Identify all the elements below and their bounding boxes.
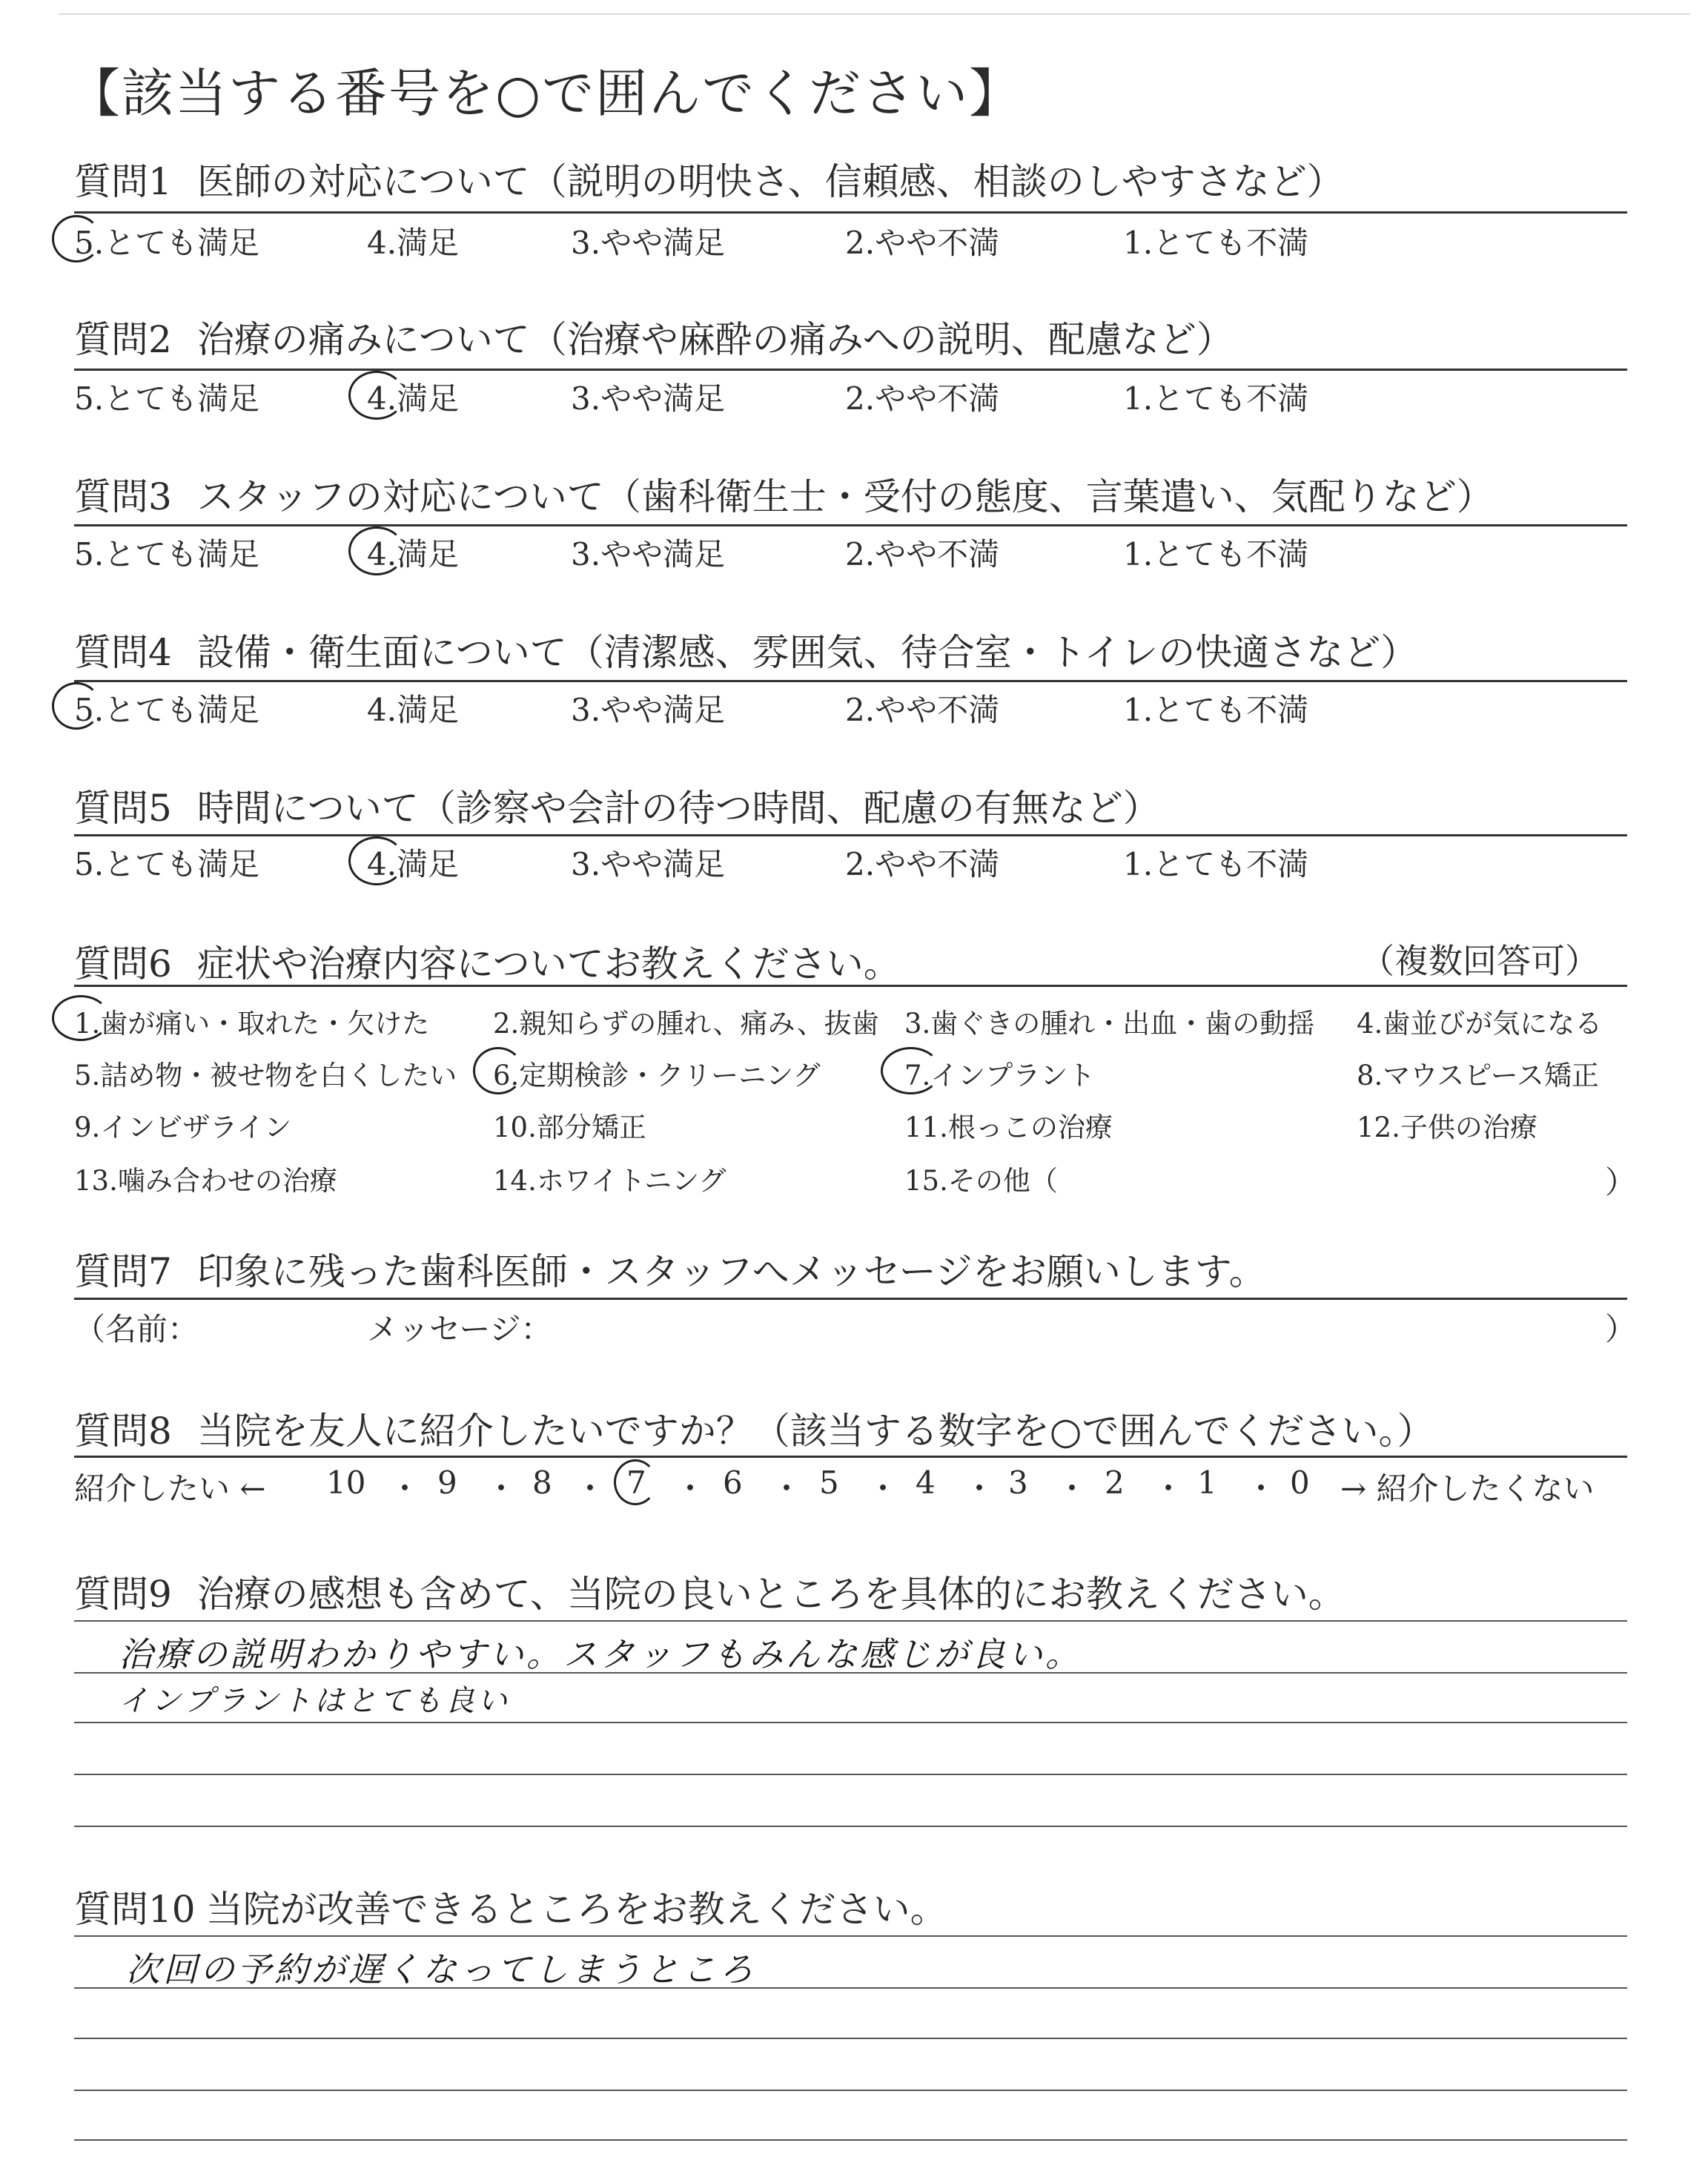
q10-line-5 <box>74 2139 1627 2141</box>
q8-scale-10[interactable]: 10 <box>326 1464 366 1501</box>
q6-option-6[interactable]: 6.定期検診・クリーニング <box>493 1060 821 1091</box>
q8-scale-7[interactable]: 7 <box>626 1464 646 1501</box>
question-9-label: 質問9 <box>74 1573 172 1616</box>
q4-option-1[interactable]: 1.とても不満 <box>1123 692 1309 728</box>
q4-option-5[interactable]: 5.とても満足 <box>74 692 260 728</box>
q8-scale-0[interactable]: 0 <box>1290 1464 1310 1501</box>
q3-option-5[interactable]: 5.とても満足 <box>74 536 260 572</box>
question-4 <box>74 623 1417 676</box>
question-10-label: 質問10 <box>74 1888 196 1931</box>
question-8-rule <box>74 1456 1627 1458</box>
q10-line-4 <box>74 2090 1627 2091</box>
q3-selection-circle <box>348 526 405 575</box>
q2-option-2[interactable]: 2.やや不満 <box>845 380 1000 417</box>
question-5-label: 質問5 <box>74 787 172 830</box>
question-6-label: 質問6 <box>74 942 172 985</box>
q6-option-13[interactable]: 13.噛み合わせの治療 <box>74 1165 337 1197</box>
q8-dot-6: ・ <box>867 1470 899 1507</box>
q4-option-3[interactable]: 3.やや満足 <box>571 692 726 728</box>
q1-option-5[interactable]: 5.とても満足 <box>74 225 260 261</box>
question-9-text: 治療の感想も含めて、当院の良いところを具体的にお教えください。 <box>196 1573 1345 1616</box>
question-2-label: 質問2 <box>74 318 172 361</box>
q8-left-label: 紹介したい ← <box>74 1470 266 1507</box>
q9-line-1 <box>74 1620 1627 1622</box>
q6-option-4[interactable]: 4.歯並びが気になる <box>1357 1008 1603 1040</box>
question-2-text: 治療の痛みについて（治療や麻酔の痛みへの説明、配慮など） <box>196 318 1234 361</box>
q7-close-paren: ） <box>1605 1311 1637 1347</box>
question-7-label: 質問7 <box>74 1250 172 1293</box>
q7-message-label: メッセージ： <box>367 1311 552 1347</box>
q7-name-label: （名前： <box>74 1311 199 1347</box>
question-8-text: 当院を友人に紹介したいですか？（該当する数字を○で囲んでください。） <box>196 1410 1434 1453</box>
q5-option-4[interactable]: 4.満足 <box>367 846 460 882</box>
q8-right-label: → 紹介したくない <box>1340 1470 1595 1507</box>
q3-option-4[interactable]: 4.満足 <box>367 536 460 572</box>
q5-option-3[interactable]: 3.やや満足 <box>571 846 726 882</box>
question-3 <box>74 467 1494 521</box>
q10-answer-line-1: 次回の予約が遅くなってしまうところ <box>126 1949 756 1989</box>
q3-option-2[interactable]: 2.やや不満 <box>845 536 1000 572</box>
q8-scale-9[interactable]: 9 <box>437 1464 457 1501</box>
q6-option-10[interactable]: 10.部分矯正 <box>493 1112 646 1143</box>
question-4-label: 質問4 <box>74 631 172 674</box>
q8-scale-8[interactable]: 8 <box>532 1464 552 1501</box>
page-header: 【該当する番号を○で囲んでください】 <box>68 63 1023 124</box>
q6-option-5[interactable]: 5.詰め物・被せ物を白くしたい <box>74 1060 457 1091</box>
question-5-rule <box>74 834 1627 836</box>
q4-selection-circle <box>52 682 101 730</box>
q8-scale-5[interactable]: 5 <box>819 1464 839 1501</box>
q1-option-3[interactable]: 3.やや満足 <box>571 225 726 261</box>
question-5-text: 時間について（診察や会計の待つ時間、配慮の有無など） <box>196 787 1160 830</box>
q10-line-3 <box>74 2038 1627 2039</box>
q8-scale-2[interactable]: 2 <box>1105 1464 1125 1501</box>
question-10-text: 当院が改善できるところをお教えください。 <box>205 1888 947 1931</box>
question-3-rule <box>74 524 1627 526</box>
q5-option-2[interactable]: 2.やや不満 <box>845 846 1000 882</box>
q6-option-3[interactable]: 3.歯ぐきの腫れ・出血・歯の動揺 <box>904 1008 1315 1040</box>
q2-option-3[interactable]: 3.やや満足 <box>571 380 726 417</box>
question-1-label: 質問1 <box>74 160 172 203</box>
q8-selection-circle <box>614 1459 657 1505</box>
q6-option-11[interactable]: 11.根っこの治療 <box>904 1112 1113 1143</box>
question-1-rule <box>74 211 1627 214</box>
q2-option-5[interactable]: 5.とても満足 <box>74 380 260 417</box>
q8-scale-6[interactable]: 6 <box>723 1464 743 1501</box>
q1-option-2[interactable]: 2.やや不満 <box>845 225 1000 261</box>
q9-line-3 <box>74 1722 1627 1723</box>
q2-selection-circle <box>348 371 405 420</box>
question-4-rule <box>74 680 1627 682</box>
question-6-text: 症状や治療内容についてお教えください。 <box>196 942 901 985</box>
q5-option-1[interactable]: 1.とても不満 <box>1123 846 1309 882</box>
q8-dot-7: ・ <box>964 1470 996 1507</box>
question-3-label: 質問3 <box>74 475 172 518</box>
q2-option-4[interactable]: 4.満足 <box>367 380 460 417</box>
question-7-rule <box>74 1298 1627 1300</box>
q6-option-7[interactable]: 7.インプラント <box>904 1060 1096 1091</box>
q9-answer-line-2: インプラントはとても良い <box>119 1684 510 1718</box>
q9-line-4 <box>74 1774 1627 1775</box>
question-6-rule <box>74 985 1627 987</box>
q8-dot-1: ・ <box>389 1470 421 1507</box>
question-6 <box>74 934 901 988</box>
q8-dot-9: ・ <box>1153 1470 1185 1507</box>
q1-selection-circle <box>52 215 101 262</box>
question-6-note: （複数回答可） <box>1360 941 1599 981</box>
question-5 <box>74 779 1160 832</box>
q8-dot-8: ・ <box>1056 1470 1088 1507</box>
q6-option-2[interactable]: 2.親知らずの腫れ、痛み、抜歯 <box>493 1008 879 1040</box>
q6-close-paren: ） <box>1605 1164 1637 1200</box>
q8-dot-3: ・ <box>575 1470 606 1507</box>
q6-option-9[interactable]: 9.インビザライン <box>74 1112 292 1143</box>
q5-option-5[interactable]: 5.とても満足 <box>74 846 260 882</box>
q6-option-12[interactable]: 12.子供の治療 <box>1357 1112 1537 1143</box>
q10-line-1 <box>74 1935 1627 1937</box>
q8-dot-4: ・ <box>675 1470 706 1507</box>
top-border <box>59 13 1690 15</box>
q6-option-1[interactable]: 1.歯が痛い・取れた・欠けた <box>74 1008 430 1040</box>
question-2 <box>74 310 1234 363</box>
q8-dot-10: ・ <box>1245 1470 1277 1507</box>
q6-option-14[interactable]: 14.ホワイトニング <box>493 1165 726 1197</box>
q3-option-3[interactable]: 3.やや満足 <box>571 536 726 572</box>
q1-option-4[interactable]: 4.満足 <box>367 225 460 261</box>
q6-option-15[interactable]: 15.その他（ <box>904 1165 1058 1197</box>
q8-scale-4[interactable]: 4 <box>916 1464 936 1501</box>
q6-option-8[interactable]: 8.マウスピース矯正 <box>1357 1060 1599 1091</box>
question-7-text: 印象に残った歯科医師・スタッフへメッセージをお願いします。 <box>196 1250 1266 1293</box>
question-1-text: 医師の対応について（説明の明快さ、信頼感、相談のしやすさなど） <box>196 160 1344 203</box>
question-8 <box>74 1401 1434 1455</box>
question-3-text: スタッフの対応について（歯科衛生士・受付の態度、言葉遣い、気配りなど） <box>196 475 1494 518</box>
q4-option-4[interactable]: 4.満足 <box>367 692 460 728</box>
question-9 <box>74 1565 1345 1618</box>
q3-option-1[interactable]: 1.とても不満 <box>1123 536 1309 572</box>
q9-line-5 <box>74 1826 1627 1827</box>
question-4-text: 設備・衛生面について（清潔感、雰囲気、待合室・トイレの快適さなど） <box>196 631 1418 674</box>
q8-scale-3[interactable]: 3 <box>1008 1464 1028 1501</box>
q6-selection-circle-7 <box>881 1047 941 1094</box>
q2-option-1[interactable]: 1.とても不満 <box>1123 380 1309 417</box>
q6-selection-circle-6 <box>473 1047 523 1094</box>
question-10 <box>74 1880 947 1933</box>
q6-selection-circle-1 <box>52 995 110 1041</box>
q4-option-2[interactable]: 2.やや不満 <box>845 692 1000 728</box>
q9-answer-line-1: 治療の説明わかりやすい。スタッフもみんな感じが良い。 <box>119 1634 1082 1674</box>
q8-dot-2: ・ <box>486 1470 517 1507</box>
q8-dot-5: ・ <box>771 1470 803 1507</box>
question-1 <box>74 152 1344 205</box>
question-8-label: 質問8 <box>74 1410 172 1453</box>
q1-option-1[interactable]: 1.とても不満 <box>1123 225 1309 261</box>
question-2-rule <box>74 369 1627 371</box>
q5-selection-circle <box>348 836 405 885</box>
question-7 <box>74 1242 1266 1295</box>
q8-scale-1[interactable]: 1 <box>1197 1464 1217 1501</box>
